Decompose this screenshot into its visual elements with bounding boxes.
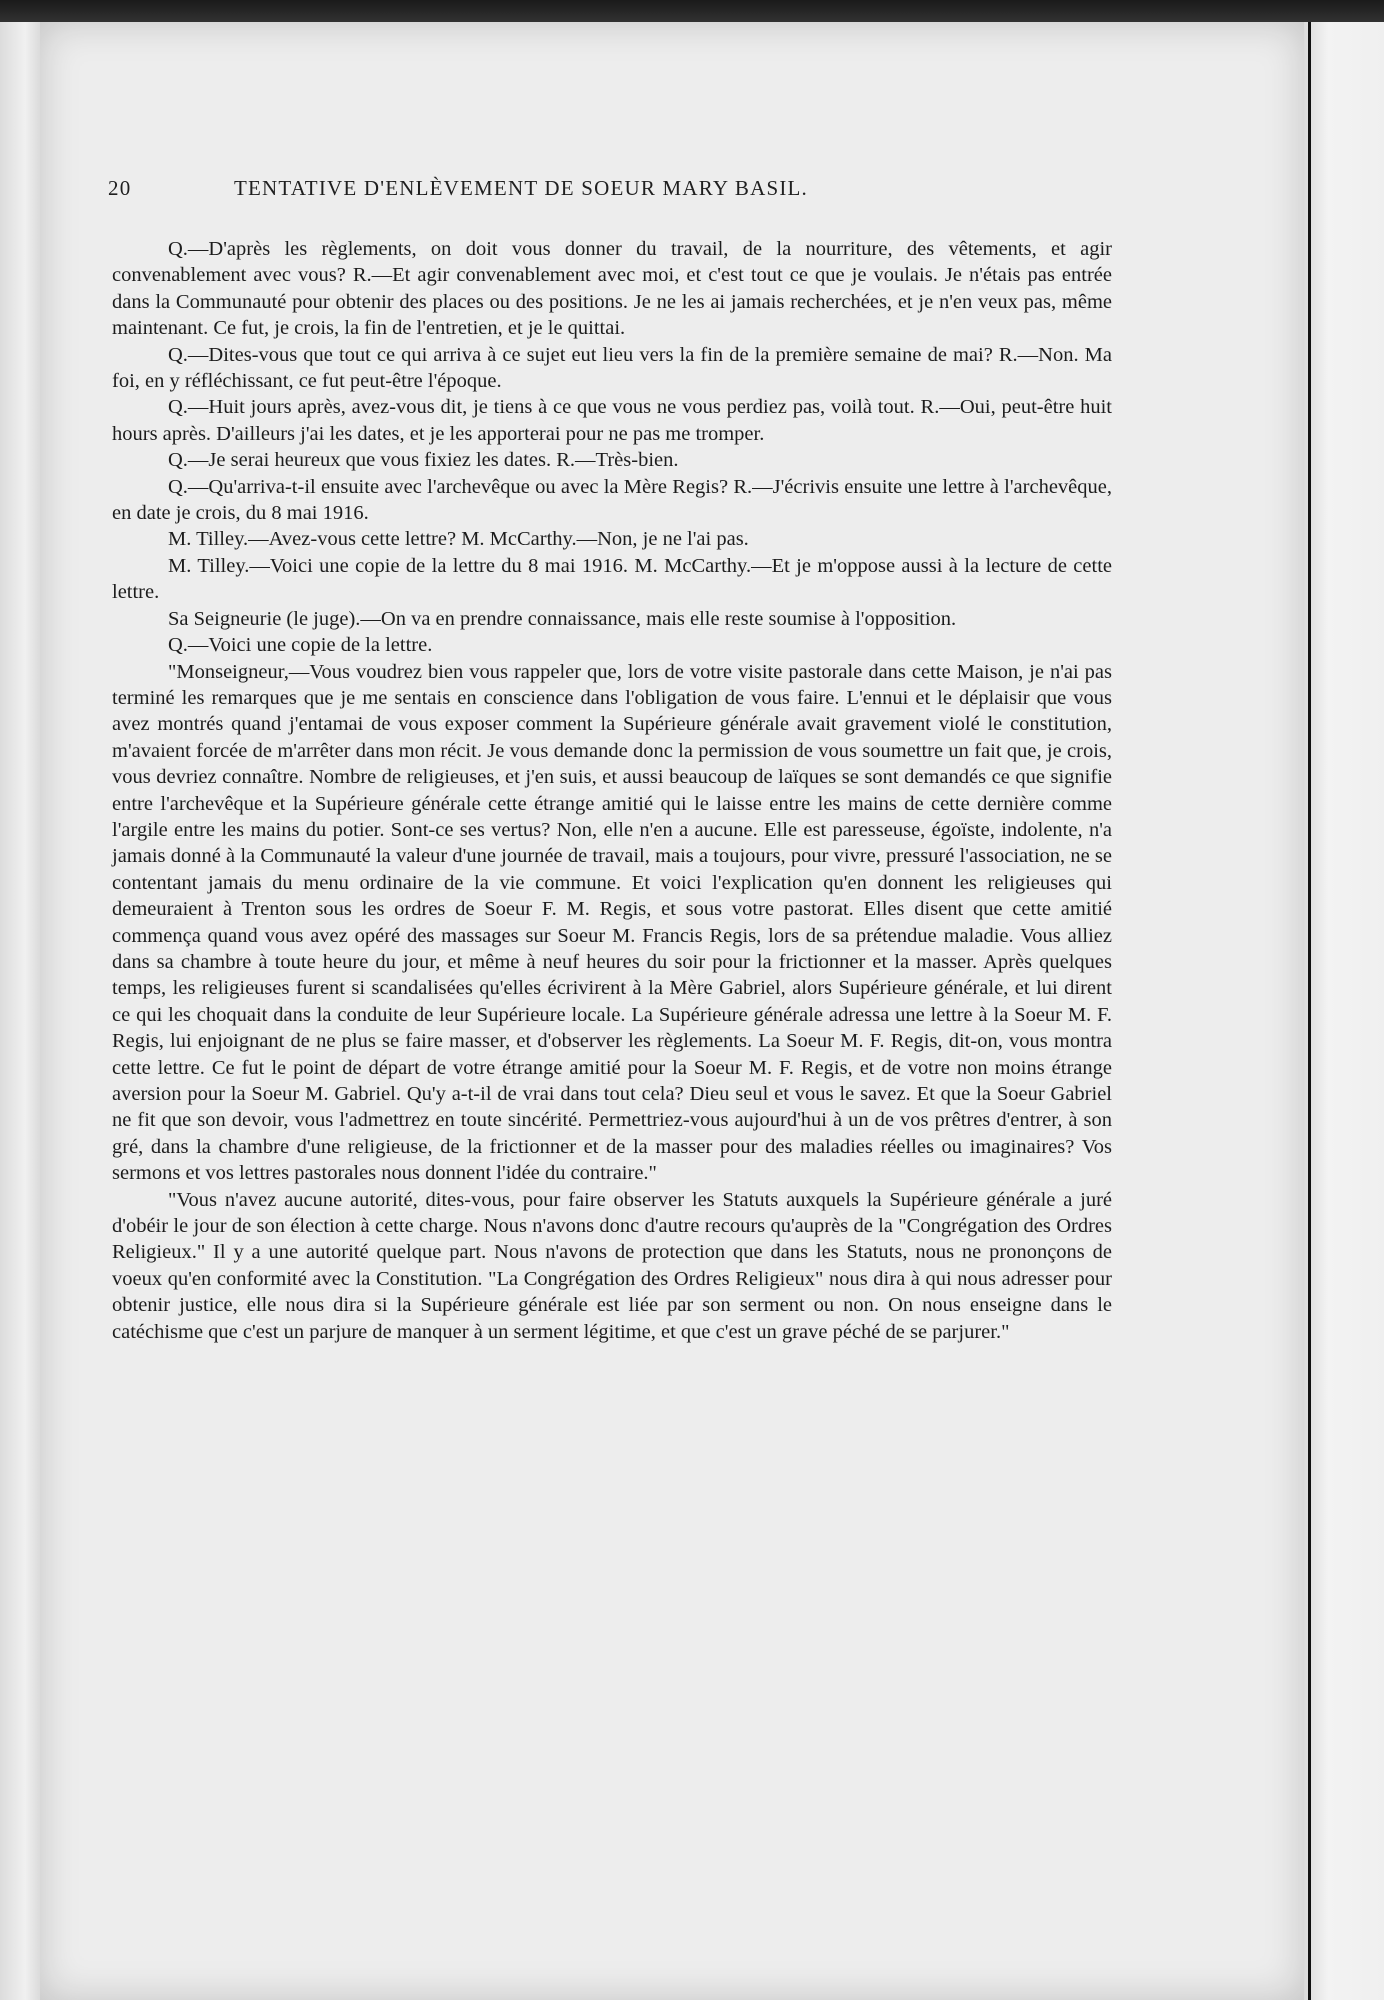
paragraph: Q.—Voici une copie de la lettre. bbox=[168, 634, 433, 657]
paragraph: Q.—Dites-vous que tout ce qui arriva à ce sujet eut lieu vers la fin de la première semaine de mai? R.—Non. Ma foi, en y réfléchissant, ce fut peut-être l'époque. bbox=[112, 343, 1112, 393]
letter-paragraph: "Vous n'avez aucune autorité, dites-vous, pour faire observer les Statuts auxquels la Supérieure générale a juré d'obéir le jour de son élection à cette charge. Nous n'avons donc d'autre recours qu'auprès de la "Congrégation des Ordres Religieux." Il y a une autorité quelque part. Nous n'avons de protection que dans les Statuts, nous ne prononçons de voeux qu'en conformité avec la Constitution. "La Congrégation des Ordres Religieux" nous dira à qui nous adresser pour obtenir justice, elle nous dira si la Supérieure générale est liée par son serment ou non. On nous enseigne dans le catéchisme que c'est un parjure de manquer à un serment légitime, et que c'est un grave péché de se parjurer." bbox=[112, 1188, 1112, 1343]
paragraph: Q.—Qu'arriva-t-il ensuite avec l'archevêque ou avec la Mère Regis? R.—J'écrivis ensuite une lettre à l'archevêque, en date je crois, du 8 mai 1916. bbox=[112, 475, 1112, 525]
paragraph: Q.—Je serai heureux que vous fixiez les dates. R.—Très-bien. bbox=[168, 449, 679, 472]
body-text bbox=[112, 236, 1112, 1345]
paragraph: M. Tilley.—Voici une copie de la lettre du 8 mai 1916. M. McCarthy.—Et je m'oppose aussi à la lecture de cette lettre. bbox=[112, 554, 1112, 604]
paragraph: Sa Seigneurie (le juge).—On va en prendre connaissance, mais elle reste soumise à l'opposition. bbox=[168, 607, 957, 630]
page-number: 20 bbox=[108, 176, 132, 200]
scan-left-edge bbox=[0, 22, 42, 2000]
facing-page-margin bbox=[1304, 22, 1384, 2000]
running-head bbox=[108, 176, 1008, 204]
running-title: TENTATIVE D'ENLÈVEMENT DE SOEUR MARY BASIL. bbox=[234, 176, 809, 200]
paragraph: M. Tilley.—Avez-vous cette lettre? M. McCarthy.—Non, je ne l'ai pas. bbox=[168, 528, 749, 551]
letter-paragraph: "Monseigneur,—Vous voudrez bien vous rappeler que, lors de votre visite pastorale dans cette Maison, je n'ai pas terminé les remarques que je me sentais en conscience dans l'obligation de vous faire. L'ennui et le déplaisir que vous avez montrés quand j'entamai de vous exposer comment la Supérieure générale avait gravement violé le constitution, m'avaient forcée de m'arrêter dans mon récit. Je vous demande donc la permission de vous soumettre un fait que, je crois, vous devriez connaître. Nombre de religieuses, et j'en suis, et aussi beaucoup de laïques se sont demandés ce que signifie entre l'archevêque et la Supérieure générale cette étrange amitié qui le laisse entre les mains de cette dernière comme l'argile entre les mains du potier. Sont-ce ses vertus? Non, elle n'en a aucune. Elle est paresseuse, égoïste, indolente, n'a jamais donné à la Communauté la valeur d'une journée de travail, mais a toujours, pour vivre, pressuré l'association, ne se contentant jamais du menu ordinaire de la vie commune. Et voici l'explication qu'en donnent les religieuses qui demeuraient à Trenton sous les ordres de Soeur F. M. Regis, et sous votre pastorat. Elles disent que cette amitié commença quand vous avez opéré des massages sur Soeur M. Francis Regis, lors de sa prétendue maladie. Vous alliez dans sa chambre à toute heure du jour, et même à neuf heures du soir pour la frictionner et la masser. Après quelques temps, les religieuses furent si scandalisées qu'elles écrivirent à la Mère Gabriel, alors Supérieure générale, et lui dirent ce qui les choquait dans la conduite de leur Supérieure locale. La Supérieure générale adressa une lettre à la Soeur M. F. Regis, lui enjoignant de ne plus se faire masser, et d'observer les règlements. La Soeur M. F. Regis, dit-on, vous montra cette lettre. Ce fut le point de départ de votre étrange amitié pour la Soeur M. F. Regis, et de votre non moins étrange aversion pour la Soeur M. Gabriel. Qu'y a-t-il de vrai dans tout cela? Dieu seul et vous le savez. Et que la Soeur Gabriel ne fit que son devoir, vous l'admettrez en toute sincérité. Permettriez-vous aujourd'hui à un de vos prêtres d'entrer, à son gré, dans la chambre d'une religieuse, de la frictionner et de la masser pour des maladies réelles ou imaginaires? Vos sermons et vos lettres pastorales nous donnent l'idée du contraire." bbox=[112, 660, 1112, 1185]
paragraph: Q.—D'après les règlements, on doit vous donner du travail, de la nourriture, des vêtements, et agir convenablement avec vous? R.—Et agir convenablement avec moi, et c'est tout ce que je voulais. Je n'étais pas entrée dans la Communauté pour obtenir des places ou des positions. Je ne les ai jamais recherchées, et je n'en veux pas, même maintenant. Ce fut, je crois, la fin de l'entretien, et je le quittai. bbox=[112, 238, 1112, 340]
paragraph: Q.—Huit jours après, avez-vous dit, je tiens à ce que vous ne vous perdiez pas, voilà tout. R.—Oui, peut-être huit hours après. D'ailleurs j'ai les dates, et je les apporterai pour ne pas me tromper. bbox=[112, 396, 1112, 445]
binding-shadow bbox=[1308, 22, 1311, 2000]
